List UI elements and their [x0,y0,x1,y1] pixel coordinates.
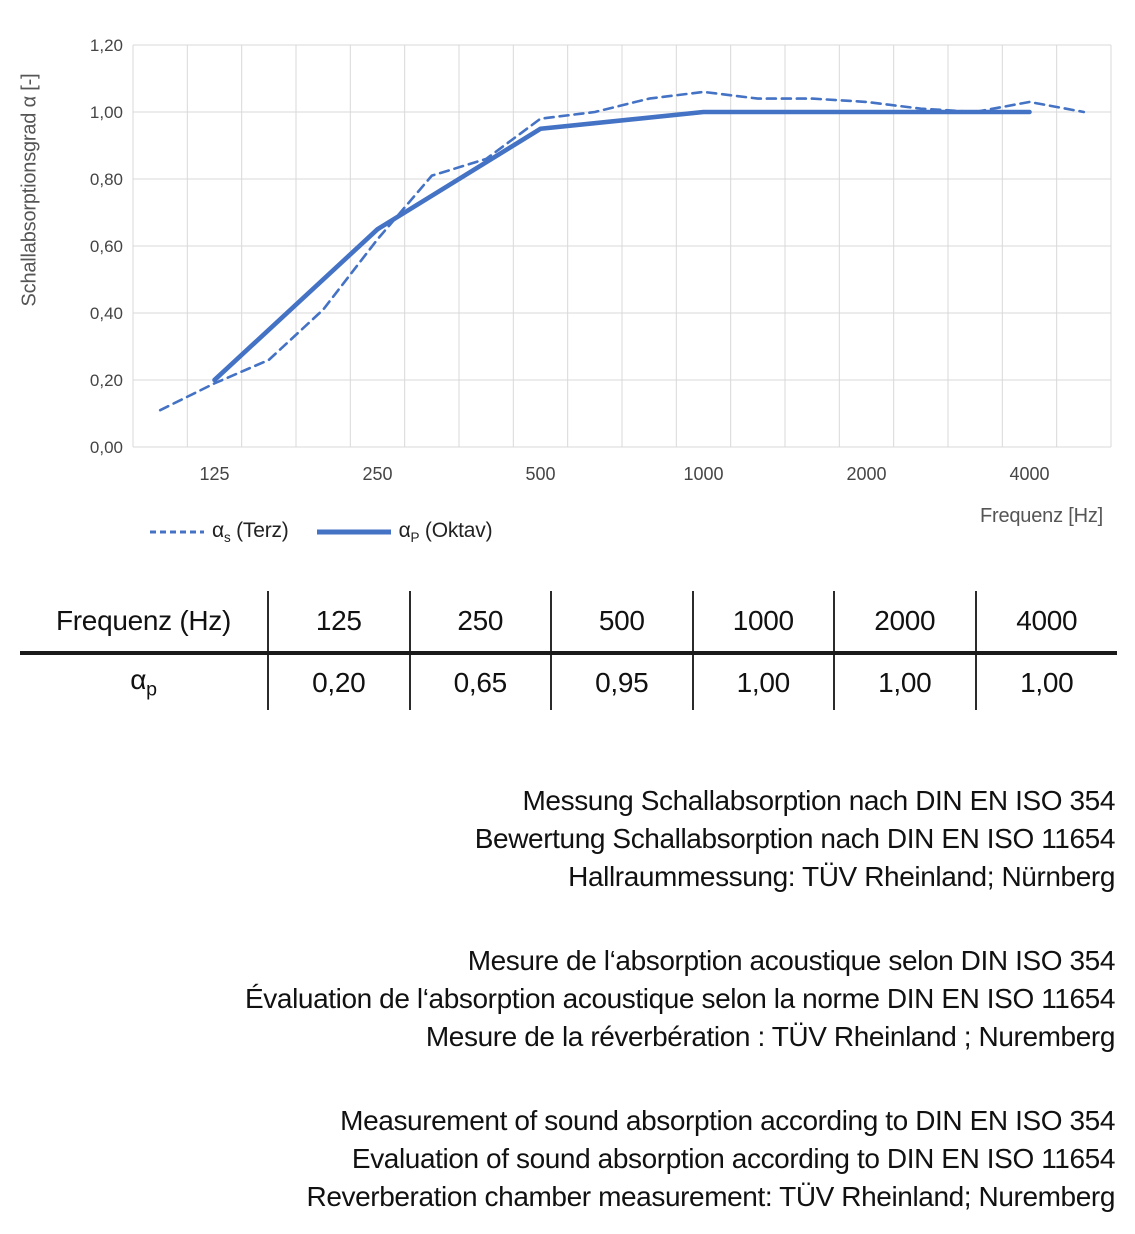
solid-line-sample-icon [317,528,391,536]
table-freq-cell: 250 [410,591,552,653]
note-line: Bewertung Schallabsorption nach DIN EN ISO 11654 [474,823,1115,854]
x-tick-label: 2000 [846,464,887,484]
note-line: Évaluation de l‘absorption acoustique selon la norme DIN EN ISO 11654 [245,983,1115,1014]
table-value-cell: 1,00 [693,653,835,710]
table-freq-cell: 1000 [693,591,835,653]
x-tick-label: 250 [362,464,393,484]
alpha-subscript: s [223,530,231,546]
note-line: Evaluation of sound absorption according to DIN EN ISO 11654 [351,1143,1115,1174]
alpha-subscript: p [146,678,157,701]
table-value-cell: 0,65 [410,653,552,710]
alpha-p-label [20,653,268,710]
chart-legend [150,519,492,545]
absorption-table [20,591,1117,710]
x-tick-labels [199,464,1049,484]
x-tick-label: 1000 [683,464,724,484]
absorption-chart [0,0,1135,560]
y-tick-label: 0,40 [89,304,123,323]
note-line: Messung Schallabsorption nach DIN EN ISO 354 [522,785,1115,816]
note-line: Mesure de la réverbération : TÜV Rheinland ; Nuremberg [425,1021,1115,1052]
dashed-line-sample-icon [150,528,204,536]
y-tick-label: 1,00 [89,103,123,122]
alpha-symbol: α [212,519,224,542]
note-line: Measurement of sound absorption according to DIN EN ISO 354 [340,1105,1115,1136]
y-tick-label: 0,60 [89,237,123,256]
table-value-cell: 1,00 [834,653,976,710]
y-tick-label: 0,80 [89,170,123,189]
table-freq-cell: 500 [551,591,693,653]
note-block-english [0,1102,1135,1216]
table-freq-cell: 2000 [834,591,976,653]
table-row-header: Frequenz (Hz) [20,591,268,653]
y-axis-title: Schallabsorptionsgrad α [-] [18,73,41,307]
table-value-cell: 1,00 [976,653,1118,710]
table-value-cell: 0,20 [268,653,410,710]
measurement-notes [0,782,1135,1216]
note-line: Reverberation chamber measurement: TÜV Rheinland; Nuremberg [306,1181,1115,1212]
chart-plot [0,0,1135,496]
table-value-row [20,653,1117,710]
x-tick-label: 4000 [1009,464,1050,484]
table-header-row [20,591,1117,653]
alpha-symbol: α [130,663,147,695]
note-block-french [0,942,1135,1056]
table-freq-cell: 4000 [976,591,1118,653]
table-freq-cell: 125 [268,591,410,653]
note-line: Mesure de l‘absorption acoustique selon DIN ISO 354 [467,945,1115,976]
legend-item-terz [150,519,289,545]
legend-text: (Oktav) [419,519,493,542]
legend-label-oktav [399,519,493,545]
note-block-german [0,782,1135,896]
y-tick-label: 0,20 [89,371,123,390]
legend-item-oktav [317,519,493,545]
x-tick-label: 500 [525,464,556,484]
table-value-cell: 0,95 [551,653,693,710]
x-tick-label: 125 [199,464,230,484]
x-axis-title: Frequenz [Hz] [979,505,1103,527]
note-line: Hallraummessung: TÜV Rheinland; Nürnberg [568,861,1115,892]
alpha-subscript: P [410,530,420,546]
alpha-symbol: α [398,519,411,542]
legend-label-terz [212,519,289,545]
y-tick-label: 1,20 [89,36,123,55]
y-tick-label: 0,00 [89,438,123,457]
y-tick-labels [90,36,123,457]
legend-text: (Terz) [230,519,289,542]
